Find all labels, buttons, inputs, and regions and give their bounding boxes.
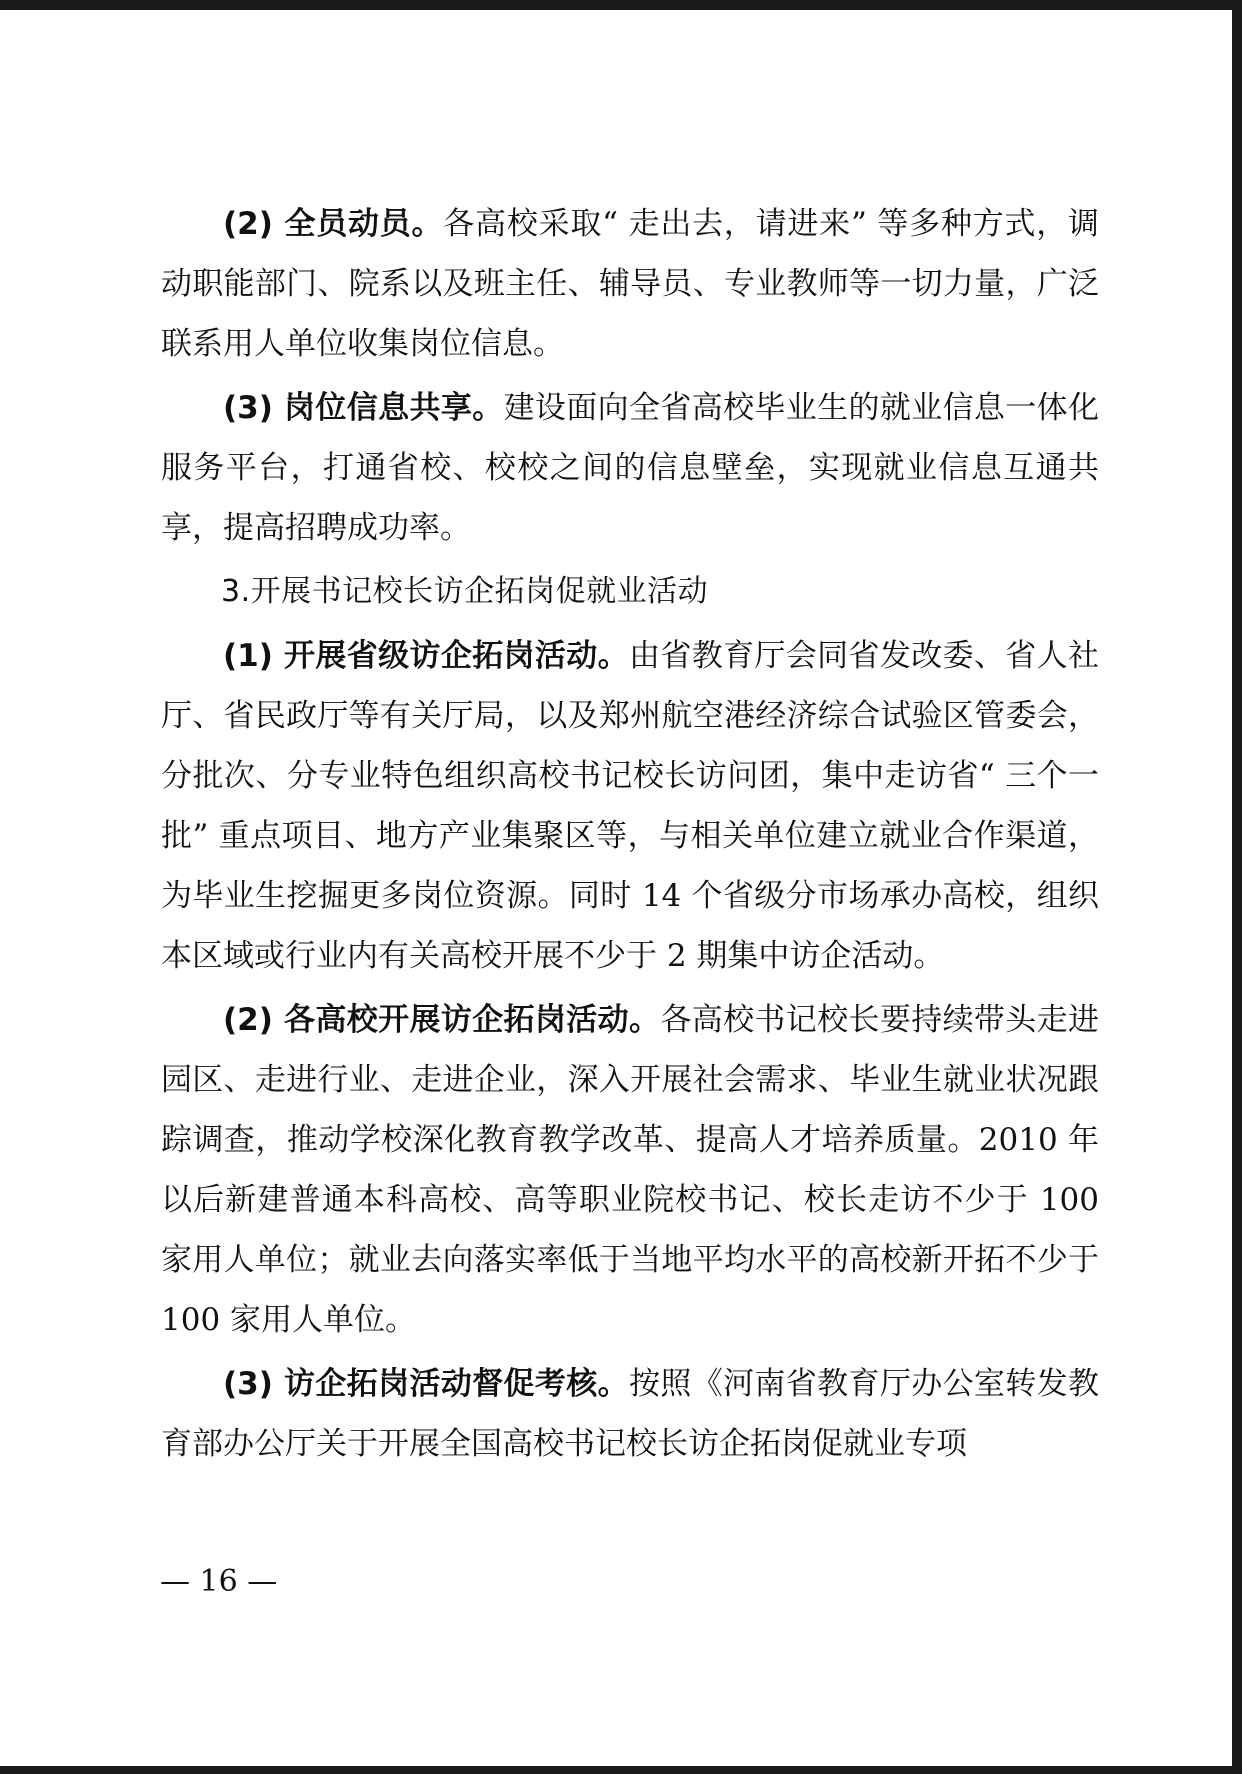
- page-number: — 16 —: [160, 1564, 278, 1599]
- paragraph-body: 各高校书记校长要持续带头走进园区、走进行业、走进企业，深入开展社会需求、毕业生就业状况跟踪调查，推动学校深化教育教学改革、提高人才培养质量。2010 年以后新建普通本科高校、高等职业院校书记、校长走访不少于 100 家用人单位；就业去向落实率低于当地平均水平的高校新开拓不少于 100 家用人单位。: [161, 1002, 1100, 1338]
- paragraph-2-mobilization: [161, 194, 1099, 374]
- paragraph-lead: (2) 全员动员。: [223, 206, 444, 242]
- paragraph-lead: (3) 访企拓岗活动督促考核。: [223, 1366, 629, 1402]
- paragraph-1-provincial-visits: [161, 626, 1099, 986]
- paragraph-body: 由省教育厅会同省发改委、省人社厅、省民政厅等有关厅局，以及郑州航空港经济综合试验区管委会，分批次、分专业特色组织高校书记校长访问团，集中走访省“ 三个一批” 重点项目、地方产业集聚区等，与相关单位建立就业合作渠道，为毕业生挖掘更多岗位资源。同时 14 个省级分市场承办高校，组织本区域或行业内有关高校开展不少于 2 期集中访企活动。: [161, 638, 1100, 974]
- paragraph-3-info-sharing: [161, 378, 1099, 558]
- paragraph-2-university-visits: [161, 990, 1099, 1350]
- paragraph-body: 各高校采取“ 走出去，请进来” 等多种方式，调动职能部门、院系以及班主任、辅导员、专业教师等一切力量，广泛联系用人单位收集岗位信息。: [161, 206, 1099, 362]
- paragraph-lead: (2) 各高校开展访企拓岗活动。: [223, 1002, 661, 1038]
- document-page: [0, 10, 1232, 1766]
- paragraph-lead: (3) 岗位信息共享。: [223, 390, 504, 426]
- paragraph-body: 建设面向全省高校毕业生的就业信息一体化服务平台，打通省校、校校之间的信息壁垒，实现就业信息互通共享，提高招聘成功率。: [161, 390, 1099, 546]
- section-heading: 3.开展书记校长访企拓岗促就业活动: [221, 574, 709, 609]
- document-body: [161, 194, 1099, 1478]
- paragraph-body: 按照《河南省教育厅办公室转发教育部办公厅关于开展全国高校书记校长访企拓岗促就业专项: [161, 1366, 1100, 1462]
- paragraph-3-supervision: [161, 1354, 1099, 1474]
- paragraph-lead: (1) 开展省级访企拓岗活动。: [223, 638, 629, 674]
